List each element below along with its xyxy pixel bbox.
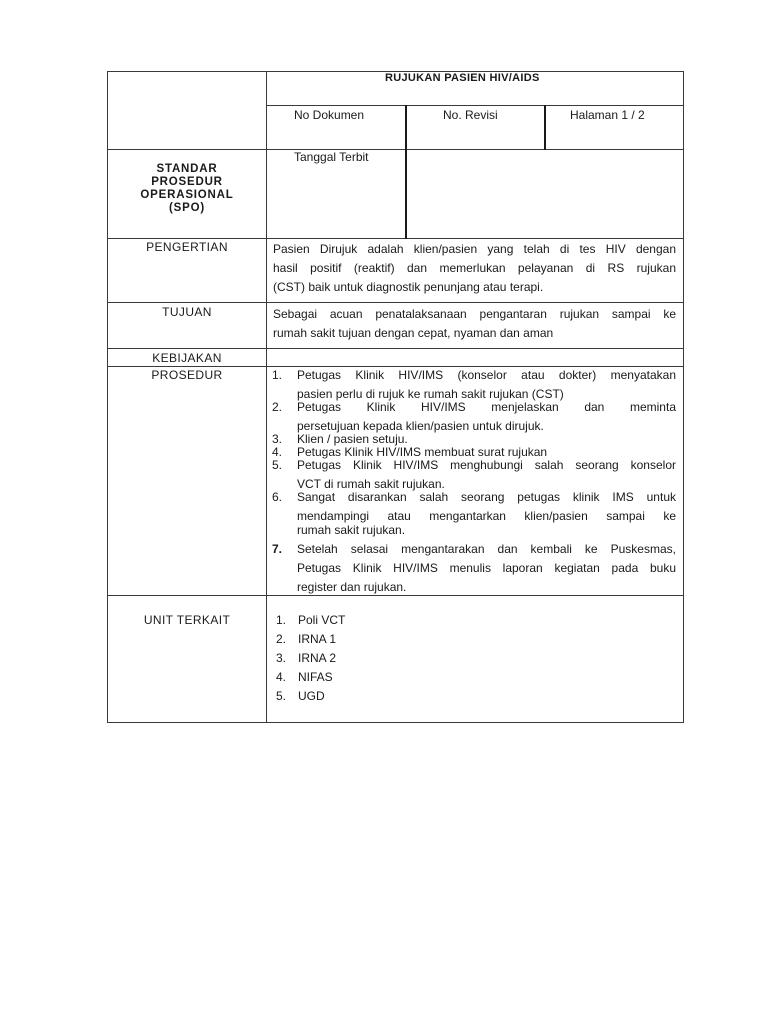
- unit-item-number: 1.: [276, 613, 287, 627]
- border-col-divider: [266, 71, 267, 723]
- prosedur-item-text: [297, 432, 676, 446]
- prosedur-item-number: 1.: [272, 368, 283, 382]
- border-pengertian-bottom: [107, 302, 684, 303]
- border-prosedur-bottom: [107, 595, 684, 596]
- spo-title: [108, 163, 266, 215]
- prosedur-item-number: 4.: [272, 445, 283, 459]
- tujuan-line-2: rumah sakit tujuan dengan cepat, nyaman dan aman: [273, 326, 554, 340]
- tujuan-text: [273, 305, 676, 343]
- border-right: [683, 71, 684, 723]
- no-revisi-label: No. Revisi: [443, 108, 498, 122]
- tujuan-label: TUJUAN: [162, 305, 212, 319]
- pengertian-line-3: (CST) baik untuk diagnostik penunjang atau terapi.: [273, 280, 544, 294]
- prosedur-item-line: Petugas Klinik HIV/IMS menghubungi salah seorang konselor: [297, 458, 676, 472]
- prosedur-item-number: 7.: [272, 542, 283, 556]
- prosedur-item-line: pasien perlu di rujuk ke rumah sakit rujukan (CST): [297, 387, 564, 401]
- spo-line-1: STANDAR: [156, 163, 218, 175]
- prosedur-item-number: 5.: [272, 458, 283, 472]
- prosedur-item-text: [297, 445, 676, 459]
- pengertian-line-1: Pasien Dirujuk adalah klien/pasien yang telah di tes HIV dengan: [273, 242, 676, 256]
- document-title: RUJUKAN PASIEN HIV/AIDS: [385, 72, 540, 84]
- unit-terkait-label: UNIT TERKAIT: [143, 613, 231, 627]
- prosedur-item-text: [297, 458, 676, 491]
- prosedur-item-line: rumah sakit rujukan.: [297, 523, 406, 537]
- prosedur-item-line: mendampingi atau mengantarkan klien/pasien sampai ke: [297, 509, 676, 523]
- prosedur-item-line: register dan rujukan.: [297, 580, 407, 594]
- unit-item-number: 2.: [276, 632, 287, 646]
- prosedur-item-line: Petugas Klinik HIV/IMS menjelaskan dan meminta: [297, 400, 676, 414]
- pengertian-text: [273, 240, 676, 297]
- unit-item: [276, 613, 345, 627]
- border-tujuan-bottom: [107, 348, 684, 349]
- no-dokumen-label: No Dokumen: [294, 108, 365, 122]
- prosedur-item-number: 6.: [272, 490, 283, 504]
- prosedur-item-text: [297, 542, 676, 594]
- unit-item-number: 5.: [276, 689, 287, 703]
- unit-item-text: Poli VCT: [298, 613, 346, 627]
- prosedur-item-line: Setelah selasai mengantarakan dan kembali ke Puskesmas,: [297, 542, 676, 556]
- prosedur-item-line: Petugas Klinik HIV/IMS menulis laporan kegiatan pada buku: [297, 561, 676, 575]
- unit-item: [276, 632, 336, 646]
- prosedur-label: PROSEDUR: [151, 368, 223, 382]
- unit-item-number: 4.: [276, 670, 287, 684]
- prosedur-item-text: [297, 490, 676, 537]
- spo-line-3: OPERASIONAL: [140, 189, 234, 201]
- border-doc-row-bottom: [107, 149, 684, 150]
- spo-line-4: (SPO): [169, 202, 205, 214]
- pengertian-label: PENGERTIAN: [146, 240, 228, 254]
- kebijakan-label: KEBIJAKAN: [152, 351, 222, 365]
- prosedur-item-line: persetujuan kepada klien/pasien untuk dirujuk.: [297, 419, 544, 433]
- spo-line-2: PROSEDUR: [151, 176, 223, 188]
- prosedur-item-number: 3.: [272, 432, 283, 446]
- prosedur-item-line: VCT di rumah sakit rujukan.: [297, 477, 445, 491]
- tanggal-terbit-label: Tanggal Terbit: [294, 150, 369, 164]
- prosedur-item-text: [297, 400, 676, 433]
- unit-item: [276, 689, 325, 703]
- border-header-bottom: [107, 238, 684, 239]
- border-bottom: [107, 722, 684, 723]
- unit-item-text: IRNA 1: [298, 632, 337, 646]
- unit-item: [276, 651, 336, 665]
- unit-item-number: 3.: [276, 651, 287, 665]
- unit-item: [276, 670, 333, 684]
- unit-item-text: IRNA 2: [298, 651, 337, 665]
- prosedur-item-line: Petugas Klinik HIV/IMS membuat surat rujukan: [297, 445, 548, 459]
- border-doc-divider-1: [405, 105, 407, 239]
- prosedur-item-line: Klien / pasien setuju.: [297, 432, 408, 446]
- prosedur-item-line: Sangat disarankan salah seorang petugas klinik IMS untuk: [297, 490, 676, 504]
- pengertian-line-2: hasil positif (reaktif) dan memerlukan pelayanan di RS rujukan: [273, 261, 676, 275]
- border-doc-divider-2: [544, 105, 546, 150]
- prosedur-item-number: 2.: [272, 400, 283, 414]
- border-title-bottom: [267, 105, 684, 106]
- prosedur-item-text: [297, 368, 676, 401]
- unit-item-text: NIFAS: [298, 670, 333, 684]
- halaman-label: Halaman 1 / 2: [570, 108, 645, 122]
- border-kebijakan-bottom: [107, 366, 684, 367]
- prosedur-item-line: Petugas Klinik HIV/IMS (konselor atau dokter) menyatakan: [297, 368, 676, 382]
- unit-item-text: UGD: [298, 689, 325, 703]
- tujuan-line-1: Sebagai acuan penatalaksanaan pengantaran rujukan sampai ke: [273, 307, 676, 321]
